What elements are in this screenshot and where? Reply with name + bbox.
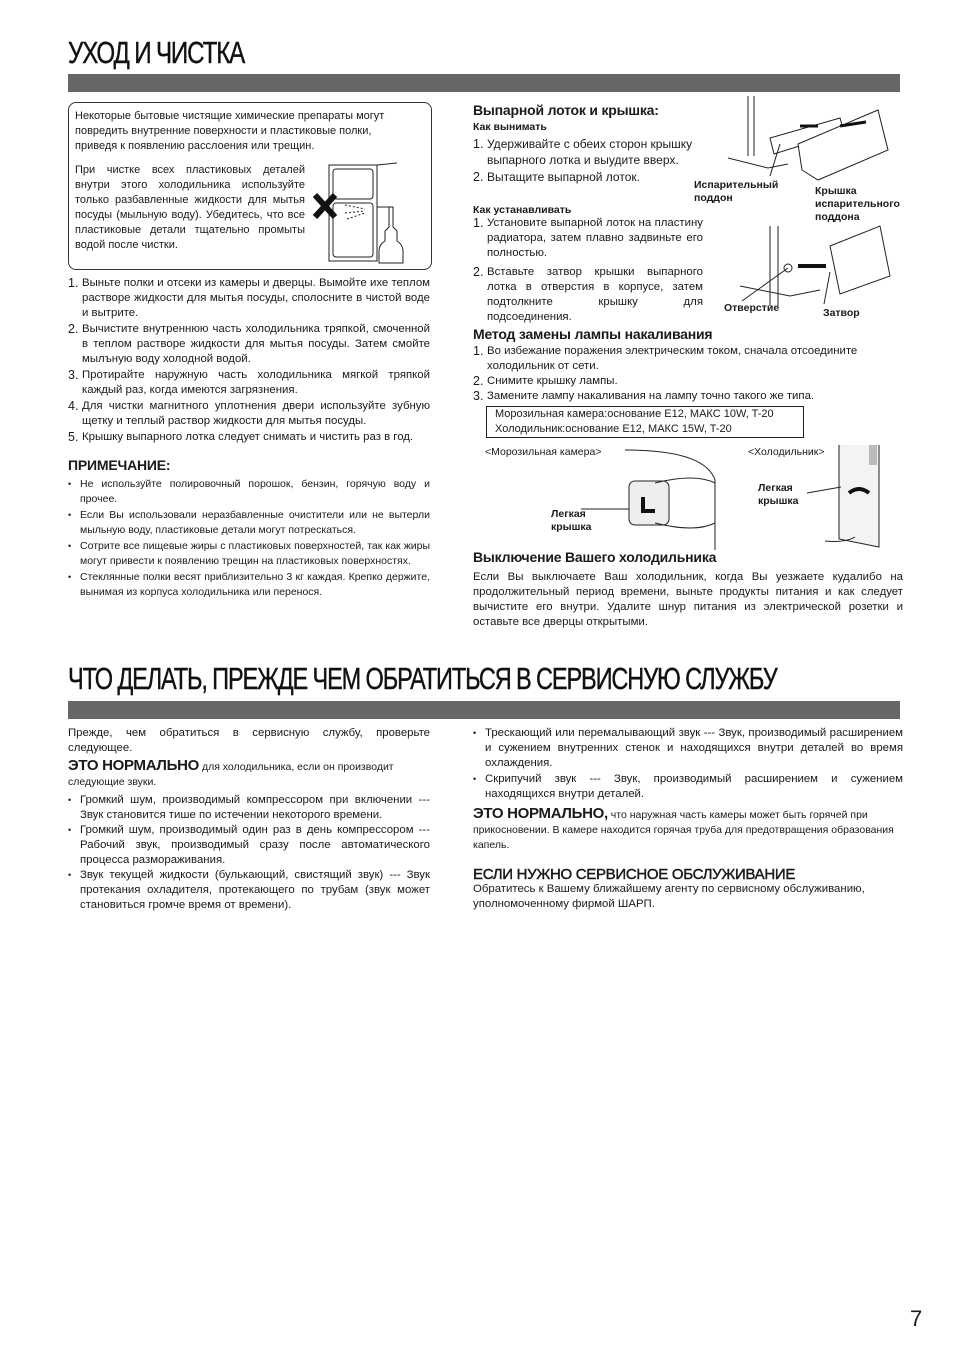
switch-off-heading: Выключение Вашего холодильника (473, 549, 717, 565)
bullet: • (68, 572, 72, 582)
sounds-list-right (473, 726, 903, 802)
section-title-care: УХОД И ЧИСТКА (68, 35, 245, 70)
step-text: Снимите крышку лампы. (487, 375, 618, 387)
sound-item (473, 772, 903, 802)
normal-heading: ЭТО НОРМАЛЬНО (68, 757, 200, 774)
section-bar (68, 701, 900, 719)
step-number: 2. (68, 322, 79, 336)
warning-text-2: При чистке всех пластиковых деталей внутри этого холодильника используйте только разбавленные жидкости для мытья посуды (мыльную воду). Убедитесь, что все пластиковые детали тщательно промыты водой после чистки. (75, 164, 305, 251)
step-item (68, 399, 430, 429)
bullet: • (68, 825, 72, 835)
sound-text: Скрипучий звук --- Звук, производимый расширением и сужением находящихся внутри деталей. (485, 773, 903, 800)
bullet: • (68, 479, 72, 489)
step-number: 1. (473, 216, 484, 230)
sound-text: Звук текущей жидкости (булькающий, свистящий звук) --- Звук протекания охладителя, протекающего по трубам (звук может становиться громче время от времени). (80, 869, 430, 911)
install-heading: Как устанавливать (473, 204, 572, 216)
bullet: • (68, 795, 72, 805)
spec-fridge: Холодильник:основание E12, МАКС 15W, T-20 (495, 423, 732, 435)
warning-text-1: Некоторые бытовые чистящие химические препараты могут повредить внутренние поверхности и пластиковые полки, приведя к появлению расслоения или трещин. (75, 110, 385, 152)
section-title-troubleshooting: ЧТО ДЕЛАТЬ, ПРЕЖДЕ ЧЕМ ОБРАТИТЬСЯ В СЕРВИСНУЮ СЛУЖБУ (68, 661, 777, 696)
note-item (68, 570, 430, 600)
bullet: • (68, 870, 72, 880)
light-cover-label-freezer: Легкая крышка (551, 508, 592, 533)
step-item (473, 344, 905, 374)
normal-sounds-intro (68, 758, 430, 790)
normal-text: для холодильника, если он производит следующие звуки. (68, 761, 394, 788)
intro-text: Прежде, чем обратиться в сервисную службу, проверьте следующее. (68, 727, 430, 754)
note-text: Если Вы использовали неразбавленные очистители или не вытерли мыльную воду, пластиковые детали могут потрескаться. (80, 509, 430, 536)
note-text: Сотрите все пищевые жиры с пластиковых поверхностей, так как жиры могут привести к появлению трещин на пластиковых поверхностях. (80, 540, 430, 567)
step-item (473, 216, 703, 261)
service-text: Обратитесь к Вашему ближайшему агенту по сервисному обслуживанию, уполномоченному фирмой ШАРП. (473, 883, 865, 910)
bullet: • (68, 541, 72, 551)
fridge-label: <Холодильник> (748, 446, 825, 458)
lamp-steps (473, 344, 905, 404)
step-text: Для чистки магнитного уплотнения двери используйте зубную щетку и теплый раствор жидкости для мытья посуды. (82, 400, 430, 427)
sound-item (68, 793, 430, 823)
step-item (68, 276, 430, 321)
note-text: Не используйте полировочный порошок, бензин, горячую воду и прочее. (80, 478, 430, 505)
step-number: 1. (473, 137, 484, 151)
lamp-cover-illustration (545, 445, 890, 550)
troubleshooting-left (68, 726, 430, 913)
note-list (68, 477, 430, 601)
tray-heading: Выпарной лоток и крышка: (473, 102, 659, 118)
step-number: 2. (473, 374, 484, 388)
sounds-list-left (68, 793, 430, 913)
sound-text: Трескающий или перемалывающий звук --- Звук, производимый расширением и сужением внутренних стенок и находящихся внутри деталей во время охлаждения. (485, 727, 903, 769)
note-text: Стеклянные полки весят приблизительно 3 кг каждая. Крепко держите, вынимая из корпуса холодильника или перенося. (80, 571, 430, 598)
normal-hot-surface (473, 806, 903, 853)
freezer-label: <Морозильная камера> (485, 446, 602, 458)
step-item (68, 430, 430, 445)
warning-box (68, 102, 432, 270)
sound-text: Громкий шум, производимый один раз в день компрессором --- Рабочий звук, производимый сразу после автоматического процесса размораживания. (80, 824, 430, 866)
sound-item (473, 726, 903, 771)
step-text: Протирайте наружную часть холодильника мягкой тряпкой каждый раз, когда имеются загрязнения. (82, 369, 430, 396)
page-number: 7 (910, 1306, 923, 1331)
step-item (473, 265, 703, 325)
section-bar (68, 74, 900, 92)
step-item (473, 374, 905, 389)
note-item (68, 508, 430, 538)
step-text: Крышку выпарного лотка следует снимать и чистить раз в год. (82, 431, 414, 443)
spec-freezer: Морозильная камера:основание E12, МАКС 10W, T-20 (495, 408, 774, 420)
step-text: Вытащите выпарной лоток. (487, 170, 640, 184)
step-item (68, 322, 430, 367)
sound-item (68, 868, 430, 913)
step-number: 4. (68, 399, 79, 413)
service-heading: ЕСЛИ НУЖНО СЕРВИСНОЕ ОБСЛУЖИВАНИЕ (473, 866, 796, 883)
lamp-heading: Метод замены лампы накаливания (473, 326, 713, 342)
step-number: 1. (473, 344, 484, 358)
step-text: Вставьте затвор крышки выпарного лотка в отверстия в корпусе, затем подтолкните крышку для подсоединения. (487, 266, 703, 323)
note-item (68, 477, 430, 507)
troubleshooting-right (473, 726, 903, 912)
bullet: • (68, 510, 72, 520)
label-latch: Затвор (823, 307, 860, 319)
step-text: Во избежание поражения электрическим током, сначала отсоедините холодильник от сети. (487, 345, 858, 372)
step-number: 3. (68, 368, 79, 382)
step-item (68, 368, 430, 398)
sound-text: Громкий шум, производимый компрессором при включении --- Звук становится тише по истечении некоторого времени. (80, 794, 430, 821)
cleaning-steps (68, 276, 430, 446)
switch-off-text: Если Вы выключаете Ваш холодильник, когда Вы уезжаете кудалибо на продолжительный период времени, выньте продукты питания и как следует вычистите его внутри. Удалите шнур питания из электрической розетки и оставьте все дверцы открытыми. (473, 571, 903, 628)
bullet: • (473, 774, 477, 784)
label-evaporation-tray: Испарительный поддон (694, 179, 779, 204)
lamp-spec-box (486, 406, 804, 438)
install-steps (473, 216, 703, 326)
step-item (473, 136, 738, 168)
step-text: Замените лампу накаливания на лампу точно такого же типа. (487, 390, 815, 402)
label-hole: Отверстие (724, 302, 780, 314)
step-number: 3. (473, 389, 484, 403)
step-text: Установите выпарной лоток на пластину радиатора, затем плавно задвиньте его полностью. (487, 217, 703, 259)
normal-text: что наружная часть камеры может быть горячей при прикосновении. В камере находится горячая труба для предотвращения образования капель. (473, 809, 894, 851)
step-text: Выньте полки и отсеки из камеры и дверцы. Вымойте ихе теплом растворе жидкости для мытья посуды, сполосните в чистой воде и вытрите. (82, 277, 430, 319)
step-text: Вычистите внутреннюю часть холодильника тряпкой, смоченной в теплом растворе жидкости для мытья посуды. Затем смойте мылъную воду холодной водой. (82, 323, 430, 365)
sound-item (68, 823, 430, 868)
remove-heading: Как вынимать (473, 121, 547, 133)
step-number: 2. (473, 265, 484, 279)
light-cover-label-fridge: Легкая крышка (758, 482, 799, 507)
step-number: 1. (68, 276, 79, 290)
spray-prohibited-illustration (309, 161, 424, 265)
step-text: Удерживайте с обеих сторон крышку выпарного лотка и выудите вверх. (487, 137, 693, 167)
step-item (473, 389, 905, 404)
note-heading: ПРИМЕЧАНИЕ: (68, 457, 171, 473)
note-item (68, 539, 430, 569)
label-tray-cover: Крышка испарительного поддона (815, 185, 900, 223)
step-number: 5. (68, 430, 79, 444)
bullet: • (473, 728, 477, 738)
step-number: 2. (473, 170, 484, 184)
normal-heading: ЭТО НОРМАЛЬНО, (473, 805, 608, 822)
